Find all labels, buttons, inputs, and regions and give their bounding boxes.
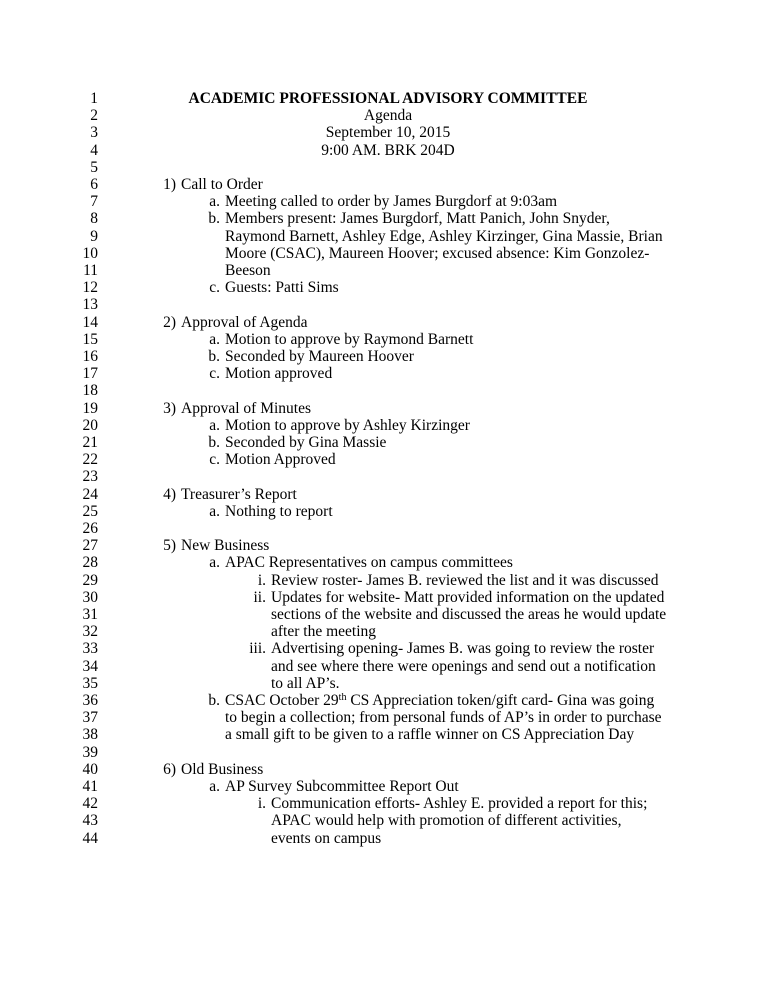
line-number: 23 (82, 468, 98, 486)
item-text: Meeting called to order by James Burgdorf at 9:03am (225, 193, 558, 211)
item-text: Motion to approve by Ashley Kirzinger (225, 416, 470, 434)
line-number: 9 (90, 227, 98, 245)
line-number: 36 (82, 692, 98, 709)
line-number: 8 (90, 210, 98, 228)
line-number: 43 (82, 812, 98, 830)
item-text-part: CSAC October 29 (225, 692, 339, 709)
section-number: 2) (163, 313, 176, 331)
line-number: 16 (82, 348, 98, 365)
line-number: 17 (82, 365, 98, 383)
subitem-text: sections of the website and discussed the areas he would update (271, 606, 667, 623)
item-text: a small gift to be given to a raffle winner on CS Appreciation Day (225, 726, 635, 744)
line-number: 26 (82, 520, 98, 537)
line-number: 2 (90, 107, 98, 125)
line-number: 29 (82, 571, 98, 589)
subitem-marker: iii. (249, 640, 266, 658)
line-number: 19 (82, 399, 98, 417)
subitem-marker: i. (257, 795, 266, 813)
section-number: 1) (163, 176, 176, 193)
subitem-marker: i. (257, 571, 266, 589)
section-heading: Call to Order (181, 176, 263, 193)
line-number: 40 (82, 760, 98, 778)
item-text: Motion approved (225, 365, 333, 383)
item-marker: c. (209, 279, 220, 297)
item-text: Members present: James Burgdorf, Matt Panich, John Snyder, (225, 210, 610, 228)
item-text: Guests: Patti Sims (225, 279, 339, 297)
line-number: 14 (82, 313, 98, 331)
item-text: Beeson (225, 262, 271, 279)
subitem-text: Communication efforts- Ashley E. provided a report for this; (271, 795, 648, 813)
section-heading: Old Business (181, 760, 264, 778)
section-number: 3) (163, 399, 176, 417)
line-number: 39 (82, 743, 98, 761)
line-number: 30 (82, 588, 98, 606)
line-number: 3 (90, 124, 98, 142)
line-number: 20 (82, 416, 98, 434)
line-number: 44 (82, 829, 98, 847)
line-number: 22 (82, 451, 98, 469)
item-marker: b. (208, 210, 220, 228)
item-text: Moore (CSAC), Maureen Hoover; excused absence: Kim Gonzolez- (225, 244, 650, 262)
line-number: 37 (82, 709, 98, 727)
line-number: 1 (90, 90, 98, 107)
item-text: APAC Representatives on campus committees (225, 554, 513, 572)
subitem-text: after the meeting (271, 623, 377, 641)
line-number: 24 (82, 485, 98, 503)
item-text: Seconded by Gina Massie (225, 434, 387, 451)
subitem-text: Review roster- James B. reviewed the list and it was discussed (271, 571, 659, 589)
item-marker: b. (208, 434, 220, 451)
line-number: 31 (82, 606, 98, 623)
line-number: 4 (90, 141, 98, 159)
item-marker: a. (209, 554, 220, 572)
line-number: 11 (83, 262, 98, 279)
subitem-text: APAC would help with promotion of different activities, (271, 812, 622, 830)
item-marker: a. (209, 193, 220, 211)
line-number: 15 (82, 330, 98, 348)
line-number: 5 (90, 158, 98, 176)
subitem-marker: ii. (253, 588, 266, 606)
section-heading: New Business (181, 537, 270, 555)
line-number: 33 (82, 640, 98, 658)
item-text: AP Survey Subcommittee Report Out (225, 778, 459, 795)
item-marker: c. (209, 365, 220, 383)
section-heading: Approval of Minutes (181, 399, 312, 417)
section-number: 5) (163, 537, 176, 555)
item-text: Raymond Barnett, Ashley Edge, Ashley Kirzinger, Gina Massie, Brian (225, 227, 663, 245)
item-marker: c. (209, 451, 220, 469)
item-marker: a. (209, 416, 220, 434)
line-number: 34 (82, 657, 98, 675)
section-heading: Treasurer’s Report (181, 485, 297, 503)
item-text: Motion to approve by Raymond Barnett (225, 330, 474, 348)
line-number: 27 (82, 537, 98, 555)
section-number: 4) (163, 485, 176, 503)
line-number: 18 (82, 382, 98, 400)
line-number: 6 (90, 176, 98, 193)
meeting-date: September 10, 2015 (325, 124, 451, 142)
item-marker: b. (208, 348, 220, 365)
line-number: 10 (82, 244, 98, 262)
item-marker: b. (208, 692, 220, 709)
line-number: 42 (82, 795, 98, 813)
meeting-time-location: 9:00 AM. BRK 204D (321, 141, 455, 159)
item-text: Seconded by Maureen Hoover (225, 348, 414, 365)
line-number: 7 (90, 193, 98, 211)
subitem-text: to all AP’s. (271, 674, 340, 692)
document-title: ACADEMIC PROFESSIONAL ADVISORY COMMITTEE (188, 90, 588, 107)
line-number: 32 (82, 623, 98, 641)
item-marker: a. (209, 330, 220, 348)
item-text: Motion Approved (225, 451, 336, 469)
item-text (225, 692, 654, 709)
subitem-text: Advertising opening- James B. was going to review the roster (271, 640, 655, 658)
line-number: 41 (82, 778, 98, 795)
document-subtitle: Agenda (363, 107, 413, 125)
subitem-text: events on campus (271, 829, 382, 847)
ordinal-suffix: th (338, 692, 347, 703)
item-text: to begin a collection; from personal funds of AP’s in order to purchase (225, 709, 662, 727)
item-text-part: CS Appreciation token/gift card- Gina was going (346, 692, 655, 709)
section-number: 6) (163, 760, 176, 778)
line-number: 21 (82, 434, 98, 451)
line-number: 12 (82, 279, 98, 297)
line-number: 38 (82, 726, 98, 744)
item-marker: a. (209, 778, 220, 795)
section-heading: Approval of Agenda (181, 313, 308, 331)
subitem-text: and see where there were openings and send out a notification (271, 657, 656, 675)
line-number: 35 (82, 674, 98, 692)
item-marker: a. (209, 502, 220, 520)
line-number: 13 (82, 296, 98, 314)
item-text: Nothing to report (225, 502, 333, 520)
line-number: 28 (82, 554, 98, 572)
subitem-text: Updates for website- Matt provided information on the updated (271, 588, 665, 606)
line-number: 25 (82, 502, 98, 520)
